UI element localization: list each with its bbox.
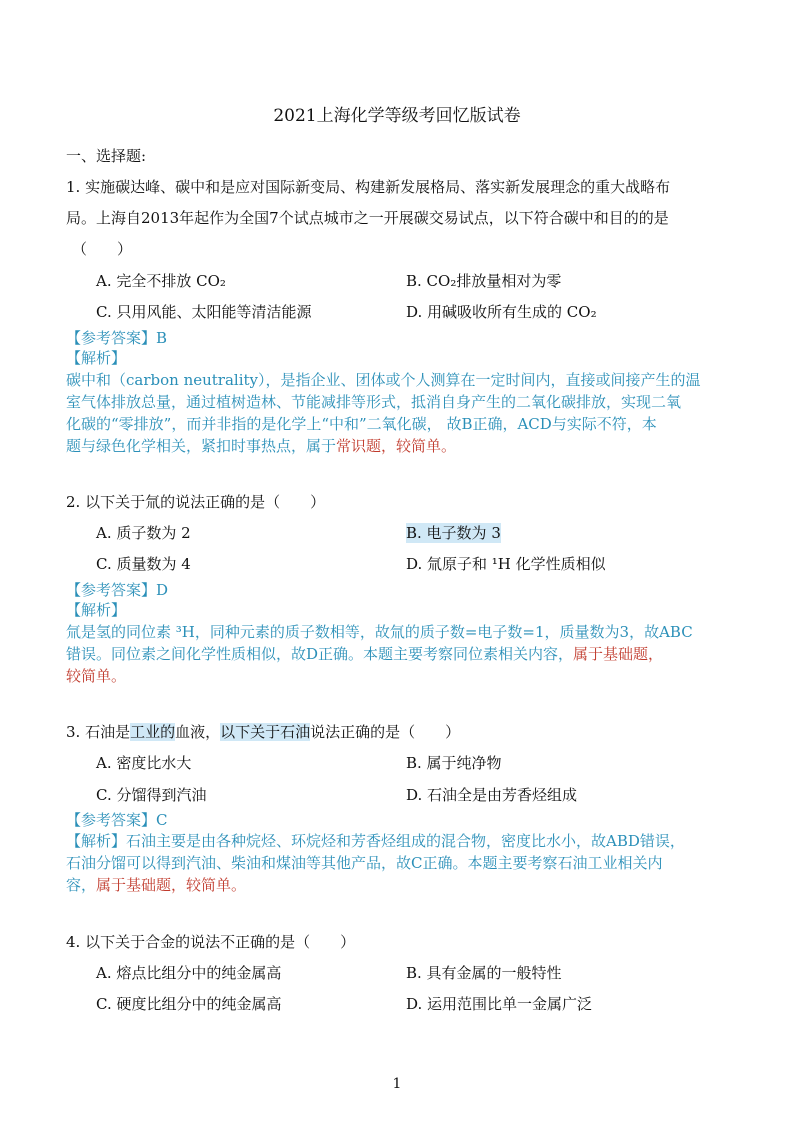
q1-option-d: D. 用碱吸收所有生成的 CO₂: [406, 303, 597, 321]
q4-option-b: B. 具有金属的一般特性: [406, 964, 562, 982]
q3-explanation-line2: 石油分馏可以得到汽油、柴油和煤油等其他产品，故C正确。本题主要考察石油工业相关内: [66, 854, 663, 872]
q4-option-a: A. 熔点比组分中的纯金属高: [96, 964, 282, 982]
q3-option-d: D. 石油全是由芳香烃组成: [406, 786, 578, 804]
q1-option-c: C. 只用风能、太阳能等清洁能源: [96, 303, 312, 321]
q3-explanation-line3-b: 属于基础题，较简单。: [96, 876, 247, 894]
q1-stem-line2: 局。上海自2013年起作为全国7个试点城市之一开展碳交易试点，以下符合碳中和目的的是: [66, 209, 669, 227]
section-heading: 一、选择题:: [66, 147, 147, 165]
q2-explanation-line3: 较简单。: [66, 667, 127, 685]
q4-stem: 4. 以下关于合金的说法不正确的是（ ）: [66, 933, 356, 951]
q1-explanation-line4-b: 常识题，较简单。: [336, 437, 457, 455]
q3-explanation-line1: 【解析】石油主要是由各种烷烃、环烷烃和芳香烃组成的混合物，密度比水小，故ABD错误，: [66, 832, 685, 850]
q3-stem: [66, 722, 460, 742]
q2-option-b: B. 电子数为 3: [406, 524, 501, 542]
q1-explanation-line3: 化碳的“零排放”，而并非指的是化学上“中和”二氧化碳， 故B正确，ACD与实际不符，本: [66, 415, 657, 433]
q1-answer: 【参考答案】B: [66, 329, 168, 347]
page-title: 2021上海化学等级考回忆版试卷: [273, 106, 521, 126]
q3-answer: 【参考答案】C: [66, 811, 168, 829]
q3-explanation-line3-a: 容，: [66, 876, 97, 894]
q2-explanation-line2: [66, 644, 663, 664]
q3-option-b: B. 属于纯净物: [406, 754, 502, 772]
q4-option-d: D. 运用范围比单一金属广泛: [406, 995, 593, 1013]
q2-answer: 【参考答案】D: [66, 581, 169, 599]
q3-stem-part4: 以下关于石油: [220, 723, 311, 741]
q1-stem-line1: 1. 实施碳达峰、碳中和是应对国际新变局、构建新发展格局、落实新发展理念的重大战略布: [66, 178, 671, 196]
q2-analysis-label: 【解析】: [66, 601, 127, 619]
q3-option-a: A. 密度比水大: [96, 754, 192, 772]
q3-stem-part2: 工业的: [130, 723, 176, 741]
page-number: 1: [392, 1076, 402, 1092]
q1-stem-line3: （ ）: [72, 240, 133, 258]
q3-option-c: C. 分馏得到汽油: [96, 786, 207, 804]
q1-explanation-line4: [66, 436, 456, 456]
q3-stem-part5: 说法正确的是（ ）: [310, 723, 461, 741]
q1-explanation-line2: 室气体排放总量，通过植树造林、节能减排等形式，抵消自身产生的二氧化碳排放，实现二氧: [66, 393, 682, 411]
q1-option-b: B. CO₂排放量相对为零: [406, 272, 562, 290]
q2-option-a: A. 质子数为 2: [96, 524, 191, 542]
q3-stem-part1: 3. 石油是: [66, 723, 131, 741]
q2-explanation-line2-a: 错误。同位素之间化学性质相似，故D正确。本题主要考察同位素相关内容，: [66, 645, 574, 663]
q1-option-a: A. 完全不排放 CO₂: [96, 272, 226, 290]
q2-explanation-line1: 氚是氢的同位素 ³H，同种元素的质子数相等，故氚的质子数=电子数=1，质量数为3，故ABC: [66, 623, 693, 641]
q1-explanation-line4-a: 题与绿色化学相关，紧扣时事热点，属于: [66, 437, 337, 455]
q2-explanation-line2-b: 属于基础题，: [573, 645, 664, 663]
q3-stem-part3: 血液，: [175, 723, 221, 741]
q1-explanation-line1: 碳中和（carbon neutrality），是指企业、团体或个人测算在一定时间内，直接或间接产生的温: [66, 371, 701, 389]
q2-stem: 2. 以下关于氚的说法正确的是（ ）: [66, 493, 326, 511]
q1-analysis-label: 【解析】: [66, 349, 127, 367]
q4-option-c: C. 硬度比组分中的纯金属高: [96, 995, 282, 1013]
q2-option-c: C. 质量数为 4: [96, 555, 191, 573]
q2-option-d: D. 氚原子和 ¹H 化学性质相似: [406, 555, 606, 573]
q3-explanation-line3: [66, 875, 246, 895]
